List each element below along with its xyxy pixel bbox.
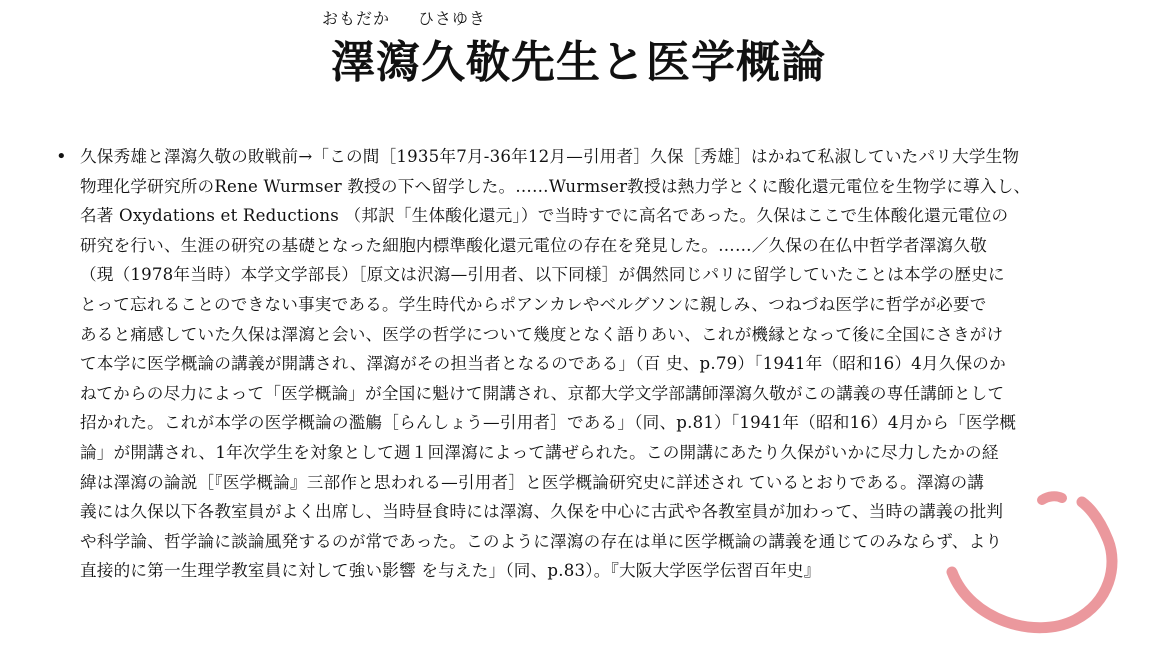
text-line: て本学に医学概論の講義が開講され、澤瀉がその担当者となるのである」（百 史、p.79）「1941年（昭和16）4月久保のか [80, 354, 1006, 374]
title-ruby-omodaka: おもだか [322, 9, 391, 28]
text-line: 招かれた。これが本学の医学概論の濫觴［らんしょう—引用者］である」（同、p.81）「1941年（昭和16）4月から「医学概 [80, 413, 1017, 433]
quote-text [80, 142, 1096, 586]
text-line: 物理化学研究所のRene Wurmser 教授の下へ留学した。……Wurmser教授は熱力学とくに酸化還元電位を生物学に導入し、 [80, 176, 1031, 196]
text-line: 久保秀雄と澤瀉久敬の敗戦前→「この間［1935年7月-36年12月—引用者］久保［秀雄］はかねて私淑していたパリ大学生物 [80, 147, 1020, 166]
text-line: 研究を行い、生涯の研究の基礎となった細胞内標準酸化還元電位の存在を発見した。……／久保の在仏中哲学者澤瀉久敬 [80, 235, 987, 255]
text-line: 論」が開講され、1年次学生を対象として週１回澤瀉によって講ぜられた。この開講にあたり久保がいかに尽力したかの経 [80, 442, 999, 462]
text-line: 義には久保以下各教室員がよく出席し、当時昼食時には澤瀉、久保を中心に古武や各教室員が加わって、当時の講義の批判 [80, 502, 1004, 522]
title-block [0, 0, 1157, 110]
page-title: 澤瀉久敬先生と医学概論 [331, 37, 826, 88]
text-line: 緯は澤瀉の論説［『医学概論』三部作と思われる—引用者］と医学概論研究史に詳述され ているとおりである。澤瀉の講 [80, 472, 985, 492]
text-line: 名著 Oxydations et Reductions （邦訳「生体酸化還元」）で当時すでに高名であった。久保はここで生体酸化還元電位の [80, 206, 1009, 226]
bullet-icon: • [56, 146, 67, 167]
text-line: とって忘れることのできない事実である。学生時代からポアンカレやベルグソンに親しみ、つねづね医学に哲学が必要で [80, 294, 987, 314]
title-ruby-hisayuki: ひさゆき [418, 9, 487, 28]
text-line: （現（1978年当時）本学文学部長）［原文は沢瀉—引用者、以下同様］が偶然同じパリに留学していたことは本学の歴史に [80, 265, 1005, 285]
text-line: や科学論、哲学論に談論風発するのが常であった。このように澤瀉の存在は単に医学概論の講義を通じてのみならず、より [80, 531, 1003, 551]
text-line: 直接的に第一生理学教室員に対して強い影響 を与えた」（同、p.83）。『大阪大学医学伝習百年史』 [80, 561, 821, 581]
text-line: あると痛感していた久保は澤瀉と会い、医学の哲学について幾度となく語りあい、これが機縁となって後に全国にさきがけ [80, 324, 1004, 344]
text-line: ねてからの尽力によって「医学概論」が全国に魁けて開講され、京都大学文学部講師澤瀉久敬がこの講義の専任講師として [80, 383, 1005, 403]
